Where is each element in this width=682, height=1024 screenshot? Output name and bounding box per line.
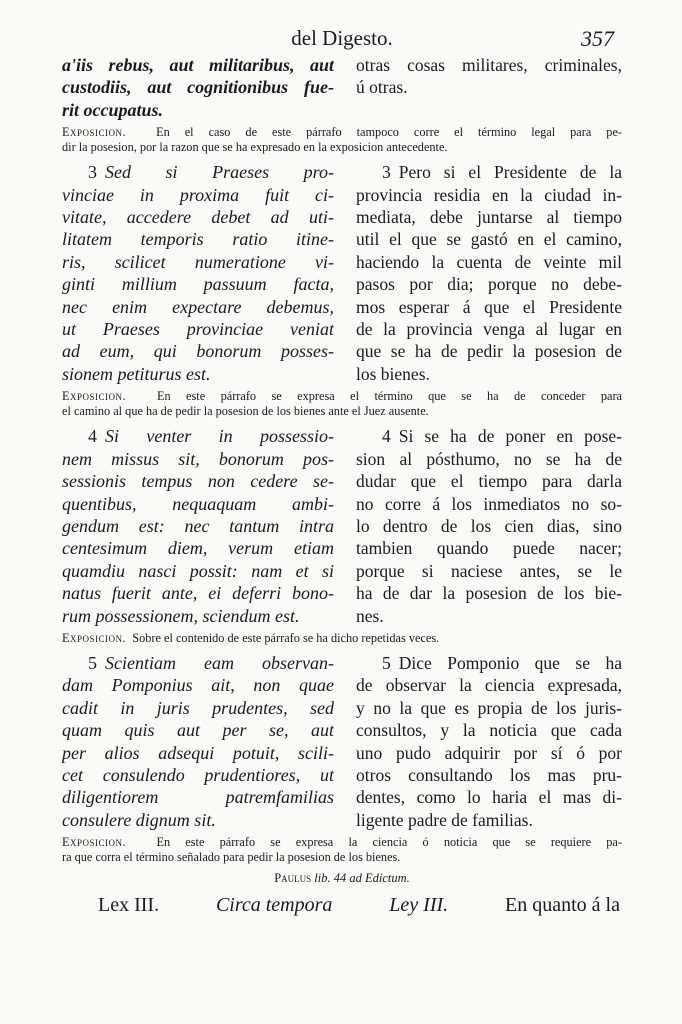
exposicion-text: En el caso de este párrafo tampoco corre el término legal para pe- [156, 125, 622, 140]
latin-line: rum possessionem, sciendum est. [62, 605, 300, 626]
spanish-line: uno pudo adquirir por sí ó por [356, 742, 622, 763]
latin-line: dam Pomponius ait, non quae [62, 675, 334, 696]
latin-line: sionem petiturus est. [62, 363, 211, 384]
source-author: Paulus [274, 871, 312, 886]
paragraph-number: 5 [382, 652, 391, 673]
exposicion-label: Exposicion. [62, 125, 127, 140]
exposicion-text: ra que corra el término señalado para pedir la posesion de los bienes. [62, 850, 401, 865]
spanish-column [356, 652, 622, 831]
ley-spanish-label: Ley III. [389, 894, 449, 917]
latin-column [62, 161, 334, 385]
latin-line: diligentiorem patremfamilias [62, 787, 334, 808]
spanish-line: otras cosas militares, criminales, [356, 55, 622, 75]
spanish-line: provincia residia en la ciudad in- [356, 184, 622, 205]
spanish-line: mediata, debe juntarse al tiempo [356, 207, 622, 228]
spanish-column [356, 161, 622, 385]
spanish-line: Pero si el Presidente de la [398, 162, 622, 183]
latin-line: a'iis rebus, aut militaribus, aut [62, 55, 334, 75]
exposicion-note [62, 631, 622, 646]
exposicion-text: En este párrafo se expresa la ciencia ó noticia que se requiere pa- [156, 835, 622, 850]
spanish-line: no corre á los inmediatos no so- [356, 493, 622, 514]
latin-line: consulere dignum sit. [62, 809, 216, 830]
spanish-line: otros consultando los mas pru- [356, 764, 622, 785]
spanish-line: lo dentro de los cien dias, sino [356, 515, 622, 536]
latin-column [62, 54, 334, 121]
section-3 [62, 161, 622, 385]
spanish-line: de observar la ciencia expresada, [356, 675, 622, 696]
page-number: 357 [581, 26, 614, 51]
section-continuation [62, 54, 622, 121]
paragraph-number: 4 [88, 426, 97, 447]
page-header [62, 24, 622, 54]
spanish-line: haciendo la cuenta de veinte mil [356, 251, 622, 272]
latin-line: cet consulendo prudentiores, ut [62, 764, 334, 785]
lex-latin-text: Circa tempora [215, 894, 333, 917]
source-book: lib. 44 ad Edictum. [314, 871, 410, 886]
spanish-line: pasos por dia; porque no debe- [356, 274, 622, 295]
latin-line: nec enim expectare debemus, [62, 296, 334, 317]
spanish-line: dudar que el tiempo para darla [356, 471, 622, 492]
source-citation [62, 871, 622, 886]
spanish-line: consultos, y la noticia que cada [356, 720, 622, 741]
exposicion-note [62, 125, 622, 155]
latin-line: centesimum diem, verum etiam [62, 538, 334, 559]
latin-line: quamdiu nasci possit: nam et si [62, 560, 334, 581]
spanish-line: dentes, como lo haria el mas di- [356, 787, 622, 808]
exposicion-text: el camino al que ha de pedir la posesion de los bienes ante el Juez ausente. [62, 404, 429, 419]
spanish-line: porque si naciese antes, se le [356, 560, 622, 581]
latin-line: Sed si Praeses pro- [105, 162, 334, 183]
spanish-line: que se ha de pedir la posesion de [356, 341, 622, 362]
latin-line: ginti millium passuum facta, [62, 274, 334, 295]
section-4 [62, 425, 622, 627]
latin-line: sessionis tempus non cedere se- [62, 471, 334, 492]
lex-heading-row [62, 894, 622, 917]
paragraph-number: 3 [88, 162, 97, 183]
ley-spanish-text: En quanto á la [505, 894, 620, 917]
spanish-column [356, 425, 622, 627]
latin-line: quentibus, nequaquam ambi- [62, 493, 334, 514]
running-title: del Digesto. [291, 26, 393, 50]
latin-line: ut Praeses provinciae veniat [62, 319, 334, 340]
spanish-line: los bienes. [356, 363, 430, 384]
latin-column [62, 652, 334, 831]
paragraph-number: 3 [382, 162, 391, 183]
latin-line: Scientiam eam observan- [105, 652, 334, 673]
spanish-line: ligente padre de familias. [356, 809, 533, 830]
spanish-line: ha de dar la posesion de los bie- [356, 583, 622, 604]
spanish-line: mos esperar á que el Presidente [356, 296, 622, 317]
section-5 [62, 652, 622, 831]
spanish-line: util el que se gastó en el camino, [356, 229, 622, 250]
spanish-line: nes. [356, 605, 384, 626]
latin-line: natus fuerit ante, ei deferri bono- [62, 583, 334, 604]
latin-line: gendum est: nec tantum intra [62, 515, 334, 536]
latin-line: rit occupatus. [62, 99, 164, 120]
spanish-line: Si se ha de poner en pose- [398, 426, 622, 447]
exposicion-label: Exposicion. [62, 630, 127, 645]
exposicion-label: Exposicion. [62, 389, 127, 404]
latin-line: vitate, accedere debet ad uti- [62, 207, 334, 228]
paragraph-number: 4 [382, 426, 391, 447]
latin-line: ris, scilicet numeratione vi- [62, 251, 334, 272]
paragraph-number: 5 [88, 652, 97, 673]
spanish-line: y no la que es propia de los juris- [356, 697, 622, 718]
exposicion-text: En este párrafo se expresa el término que se ha de conceder para [156, 389, 622, 404]
exposicion-note [62, 389, 622, 419]
latin-line: custodiis, aut cognitionibus fue- [62, 77, 334, 98]
spanish-line: ú otras. [356, 77, 408, 98]
latin-line: nem missus sit, bonorum pos- [62, 448, 334, 469]
latin-line: per alios adsequi potuit, scili- [62, 742, 334, 763]
latin-line: litatem temporis ratio itine- [62, 229, 334, 250]
spanish-line: sion al pósthumo, no se ha de [356, 448, 622, 469]
spanish-line: Dice Pomponio que se ha [398, 652, 622, 673]
latin-column [62, 425, 334, 627]
latin-line: Si venter in possessio- [105, 426, 334, 447]
spanish-line: tambien quando puede nacer; [356, 538, 622, 559]
latin-line: ad eum, qui bonorum posses- [62, 341, 334, 362]
exposicion-note [62, 835, 622, 865]
page [62, 24, 622, 917]
latin-line: cadit in juris prudentes, sed [62, 697, 334, 718]
latin-line: quam quis aut per se, aut [62, 720, 334, 741]
lex-latin-label: Lex III. [98, 894, 160, 917]
spanish-column [356, 54, 622, 121]
latin-line: vinciae in proxima fuit ci- [62, 184, 334, 205]
spanish-line: de la provincia venga al lugar en [356, 319, 622, 340]
exposicion-label: Exposicion. [62, 835, 127, 850]
exposicion-text: Sobre el contenido de este párrafo se ha dicho repetidas veces. [132, 630, 440, 645]
exposicion-text: dir la posesion, por la razon que se ha expresado en la exposicion antecedente. [62, 140, 448, 155]
